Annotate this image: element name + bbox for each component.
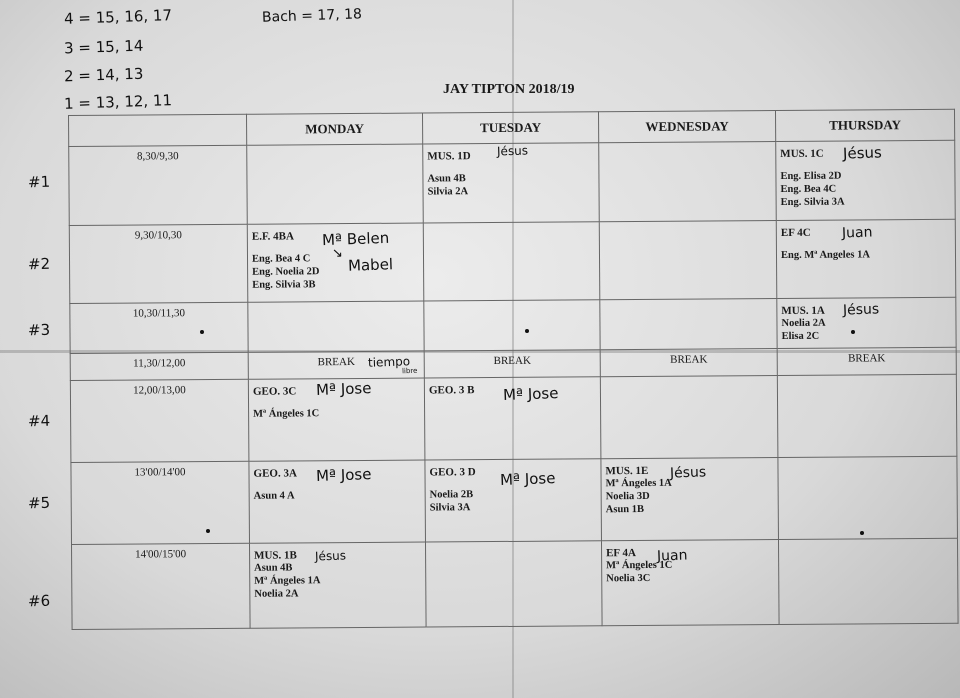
handwritten-teacher: Mabel [347,255,394,275]
header-thursday: THURSDAY [775,109,954,141]
handwritten-teacher: Juan [841,224,873,242]
break-cell: BREAK [248,351,424,378]
ink-dot [851,330,855,334]
row-mark-5: #5 [27,493,51,513]
group-entry: Noelia 2A [781,317,826,330]
handwritten-note: libre [401,366,418,376]
class-code: MUS. 1E [605,464,649,478]
cell-empty [778,539,958,625]
group-entry: Mª Ángeles 1C [253,407,320,420]
handwritten-teacher: Jésus [496,143,529,159]
table-row [69,219,956,304]
ink-dot [206,529,210,533]
timetable [68,109,959,630]
class-code: GEO. 3 B [428,383,475,396]
class-code: MUS. 1B [254,549,297,563]
note-line-3: 2 = 14, 13 [63,64,144,86]
cell-empty [248,301,424,353]
break-cell: BREAK [424,350,600,377]
handwritten-arrow: ↘ [331,245,344,262]
header-tuesday: TUESDAY [422,112,598,144]
handwritten-teacher: Mª Jose [499,469,556,489]
handwritten-teacher: Jésus [314,548,347,564]
group-entry: Elisa 2C [781,330,820,343]
group-entry: Silvia 2A [427,186,469,198]
note-line-4: 1 = 13, 12, 11 [63,91,173,113]
class-code: MUS. 1A [781,304,825,318]
class-code: MUS. 1C [780,147,824,161]
handwritten-teacher: Jésus [669,464,707,482]
handwritten-teacher: Mª Jose [315,465,372,485]
group-entry: Noelia 2A [254,588,299,601]
ink-dot [525,329,529,333]
time-slot: 8,30/9,30 [69,145,248,225]
group-entry: Mª Ángeles 1A [254,575,321,588]
time-slot: 11,30/12,00 [70,353,248,380]
cell-empty [599,220,777,300]
group-entry: Eng. Silvia 3A [780,196,845,209]
note-line-1: 4 = 15, 16, 17 [63,6,173,28]
handwritten-teacher: Juan [656,547,688,565]
table-row [70,297,956,353]
time-slot: 14'00/15'00 [72,544,251,630]
handwritten-note: tiempo [367,354,411,370]
group-entry: Noelia 3C [606,573,651,585]
cell-empty [600,375,778,459]
handwritten-teacher: Mª Jose [315,379,372,399]
row-mark-3: #3 [27,320,51,340]
group-entry: Eng. Noelia 2D [252,265,320,278]
group-entry: Eng. Bea 4C [780,183,837,196]
page-title: JAY TIPTON 2018/19 [443,82,575,97]
group-entry: Eng. Bea 4 C [251,252,311,265]
header-monday: MONDAY [246,113,422,145]
handwritten-teacher: Jésus [842,143,883,163]
break-cell: BREAK [777,348,956,375]
class-code: GEO. 3C [252,384,297,398]
time-slot: 10,30/11,30 [70,302,248,354]
cell-empty [425,541,602,627]
group-entry: Silvia 3A [429,502,471,514]
header-wednesday: WEDNESDAY [598,111,775,143]
handwritten-teacher: Jésus [842,301,880,319]
row-mark-4: #4 [27,411,51,431]
class-code: GEO. 3 D [429,466,476,479]
time-slot: 13'00/14'00 [71,461,250,545]
group-entry: Eng. Elisa 2D [780,170,842,183]
time-slot: 9,30/10,30 [69,224,248,304]
group-entry: Mª Ángeles 1C [606,560,673,572]
cell-empty [599,142,777,222]
time-slot: 12,00/13,00 [70,379,249,463]
group-entry: Eng. Mª Angeles 1A [780,249,870,261]
ink-dot [200,330,204,334]
group-entry: Asun 4B [427,173,466,185]
group-entry: Asun 1B [605,503,645,516]
table-row [72,539,959,630]
cell-empty [247,144,424,224]
cell-empty [778,456,958,540]
note-line-2: 3 = 15, 14 [63,36,144,58]
group-entry: Noelia 3D [605,490,650,503]
handwritten-teacher: Mª Belen [321,228,390,250]
row-mark-6: #6 [27,591,51,611]
class-code: GEO. 3A [253,467,297,480]
class-code: E.F. 4BA [251,230,294,243]
class-code: EF 4A [606,547,636,560]
group-entry: Asun 4B [254,562,293,575]
note-bach: Bach = 17, 18 [261,6,363,26]
class-code: MUS. 1D [427,150,471,163]
group-entry: Noelia 2B [429,489,474,501]
cell-empty [423,221,600,301]
class-code: EF 4C [780,226,811,239]
break-cell: BREAK [600,349,777,376]
cell-empty [600,299,777,351]
row-mark-2: #2 [27,254,51,274]
group-entry: Asun 4 A [253,490,295,502]
cell-r7-wed [601,540,779,626]
group-entry: Mª Ángeles 1A [605,477,672,490]
handwritten-teacher: Mª Jose [502,384,559,404]
cell-empty [777,374,957,458]
header-blank [69,114,247,146]
ink-dot [860,531,864,535]
group-entry: Eng. Silvia 3B [252,278,316,291]
cell-empty [424,300,600,352]
row-mark-1: #1 [27,172,51,192]
